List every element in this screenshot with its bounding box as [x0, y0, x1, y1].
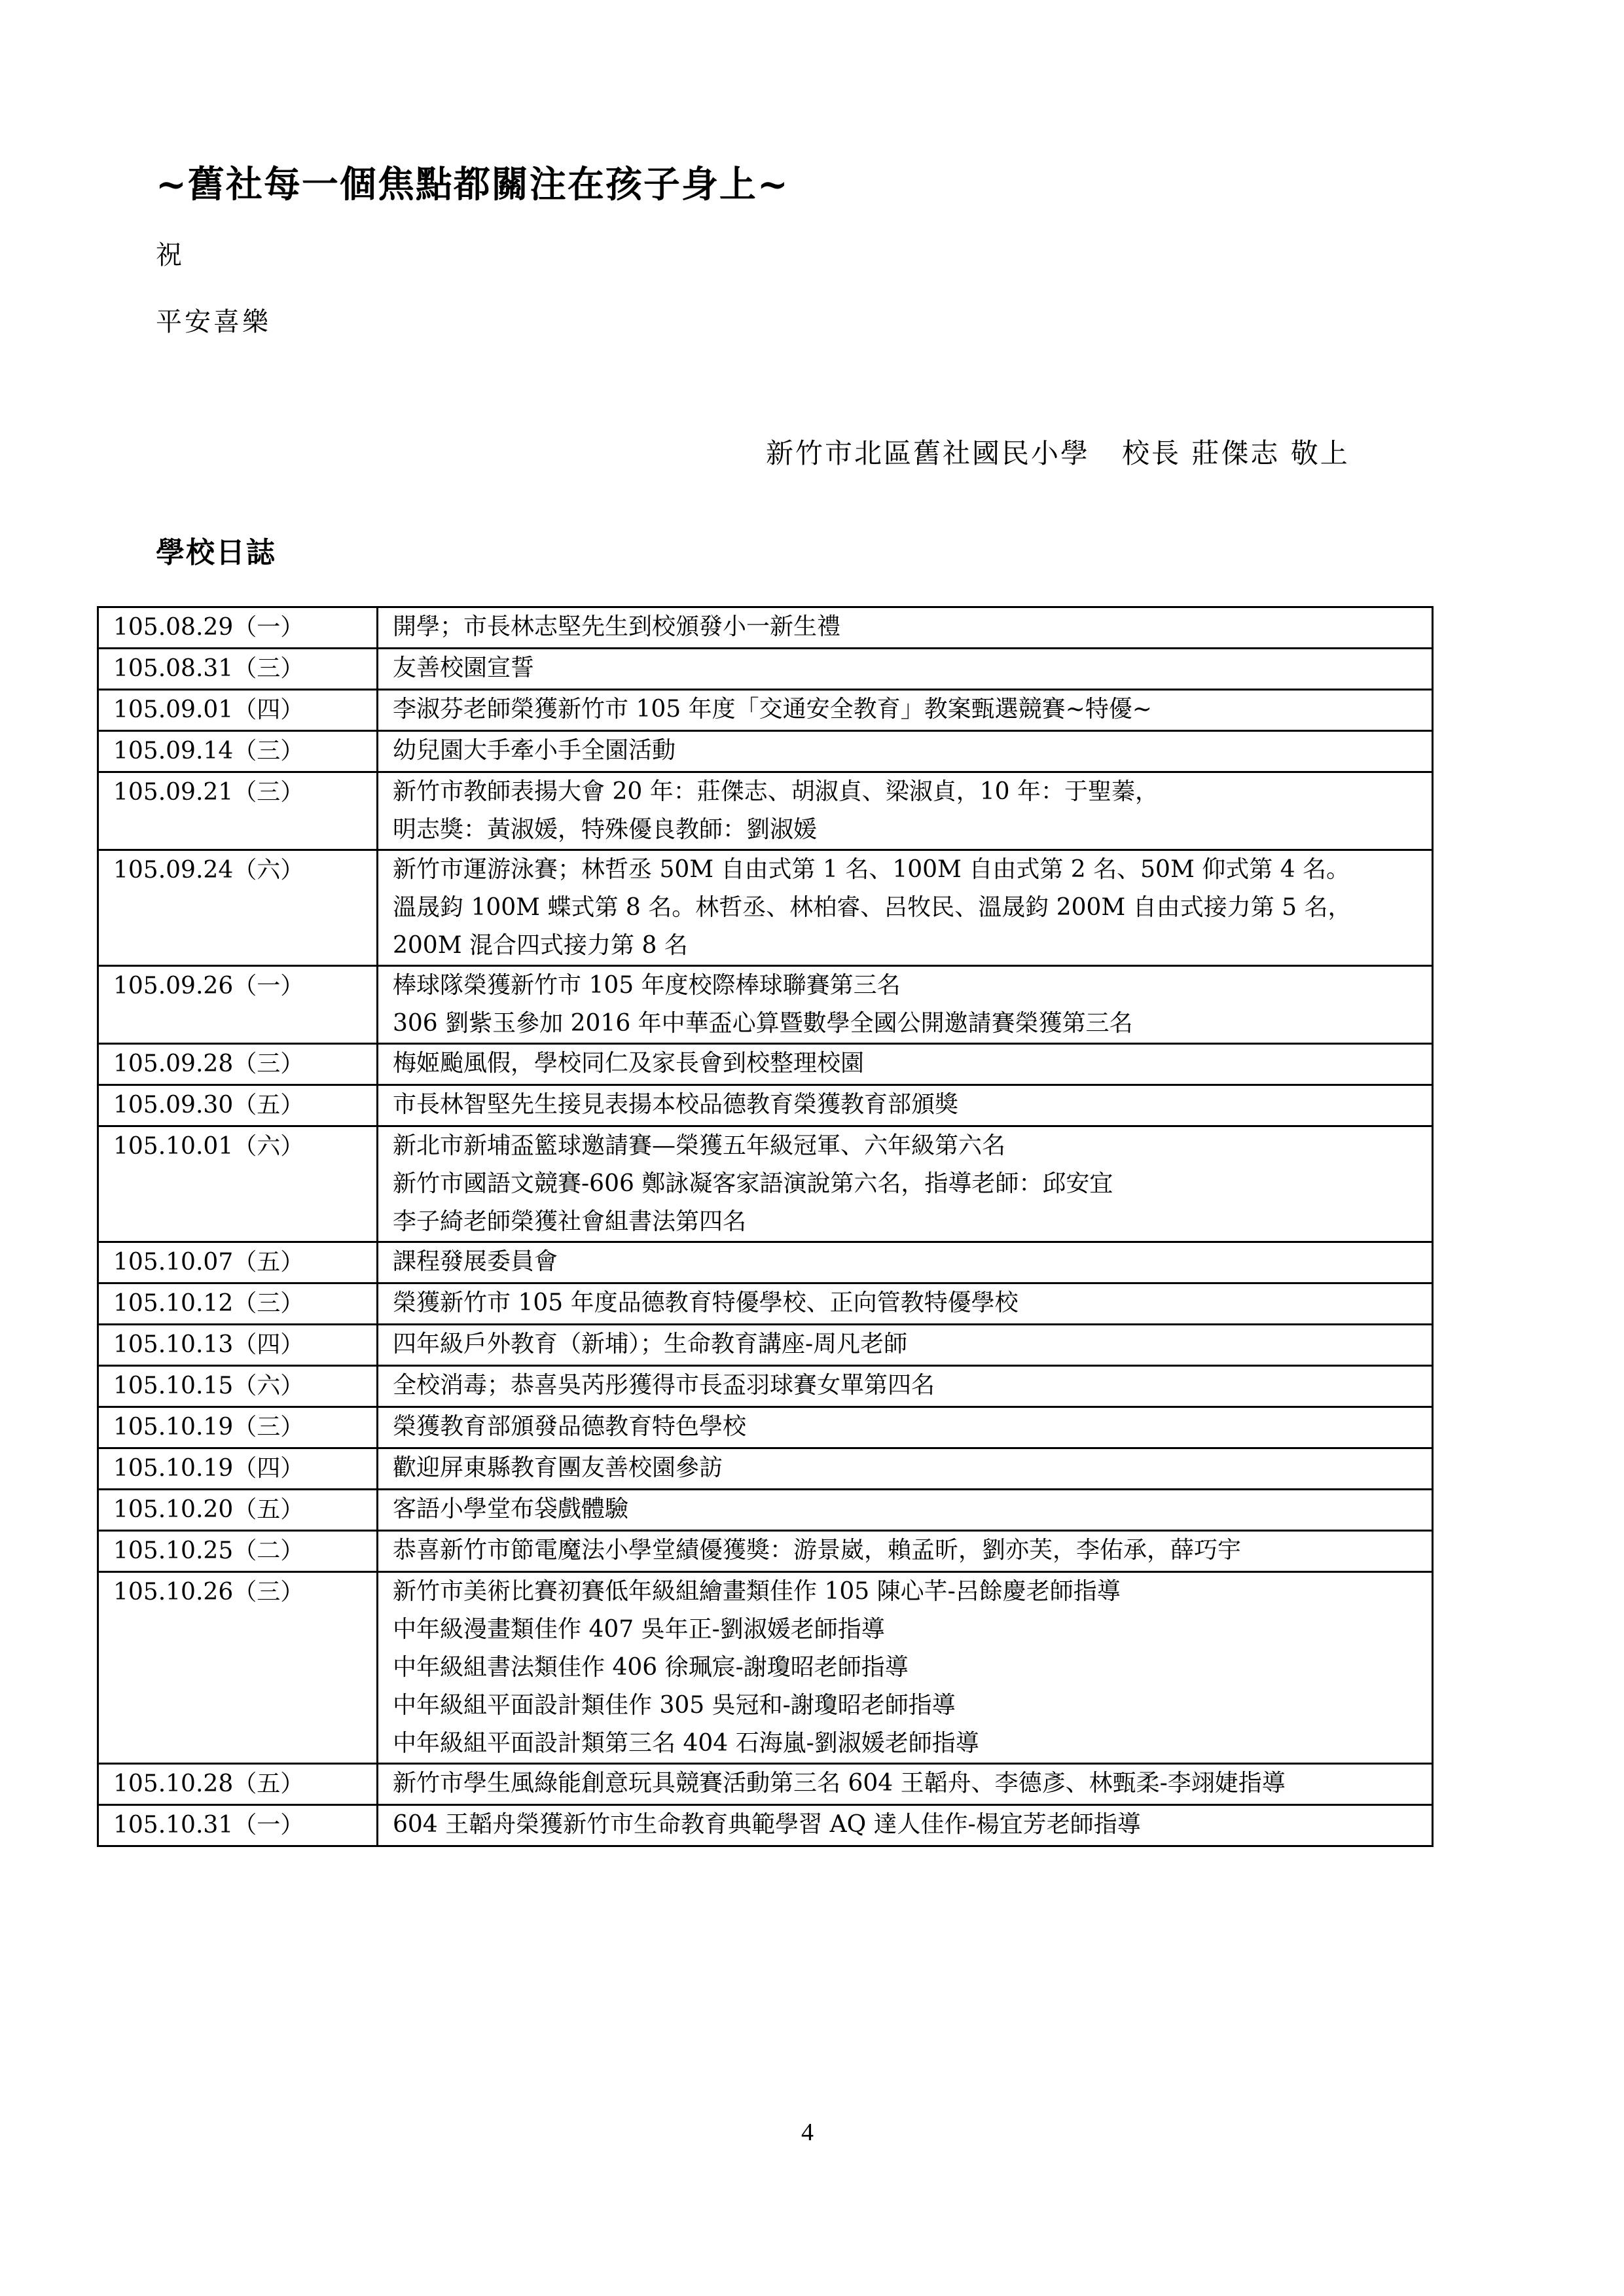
log-event-line: 幼兒園大手牽小手全園活動 [393, 737, 676, 764]
table-row [98, 850, 1433, 966]
log-events [378, 1805, 1433, 1846]
log-events [378, 607, 1433, 649]
log-event-line: 歡迎屏東縣教育團友善校園參訪 [393, 1454, 723, 1481]
table-row [98, 731, 1433, 772]
log-event-line: 新竹市美術比賽初賽低年級組繪畫類佳作 105 陳心芊-呂餘慶老師指導 [393, 1578, 1121, 1605]
log-events [378, 1283, 1433, 1325]
log-event-line: 李子綺老師榮獲社會組書法第四名 [393, 1208, 747, 1235]
log-events [378, 731, 1433, 772]
log-event-line: 306 劉紫玉參加 2016 年中華盃心算暨數學全國公開邀請賽榮獲第三名 [393, 1010, 1133, 1037]
log-event-line: 604 王韜舟榮獲新竹市生命教育典範學習 AQ 達人佳作-楊宜芳老師指導 [393, 1811, 1141, 1838]
table-row [98, 1242, 1433, 1283]
log-events [378, 1126, 1433, 1242]
log-event-line: 課程發展委員會 [393, 1248, 558, 1275]
log-date: 105.10.25（二） [98, 1531, 378, 1572]
greeting-line-2: 平安喜樂 [156, 307, 271, 337]
log-event-line: 明志獎：黃淑媛，特殊優良教師：劉淑媛 [393, 816, 818, 843]
table-row [98, 649, 1433, 690]
log-events [378, 1242, 1433, 1283]
log-events [378, 1366, 1433, 1407]
log-date: 105.10.19（四） [98, 1448, 378, 1490]
log-date: 105.09.14（三） [98, 731, 378, 772]
table-row [98, 1126, 1433, 1242]
log-date: 105.09.21（三） [98, 772, 378, 850]
log-events [378, 772, 1433, 850]
log-event-line: 客語小學堂布袋戲體驗 [393, 1496, 629, 1522]
log-events [378, 649, 1433, 690]
log-events [378, 1085, 1433, 1126]
log-date: 105.10.12（三） [98, 1283, 378, 1325]
table-row [98, 607, 1433, 649]
log-event-line: 中年級組書法類佳作 406 徐珮宸-謝瓊昭老師指導 [393, 1654, 909, 1681]
log-events [378, 1531, 1433, 1572]
log-date: 105.10.31（一） [98, 1805, 378, 1846]
page-number: 4 [801, 2119, 814, 2146]
table-row [98, 1531, 1433, 1572]
table-row [98, 1407, 1433, 1448]
section-title: 學校日誌 [156, 536, 276, 569]
signature: 新竹市北區舊社國民小學 校長 莊傑志 敬上 [766, 437, 1350, 469]
log-event-line: 全校消毒；恭喜吳芮彤獲得市長盃羽球賽女單第四名 [393, 1372, 935, 1399]
log-date: 105.09.01（四） [98, 690, 378, 731]
log-event-line: 中年級組平面設計類第三名 404 石海嵐-劉淑媛老師指導 [393, 1730, 979, 1757]
log-date: 105.10.20（五） [98, 1490, 378, 1531]
log-date: 105.09.26（一） [98, 966, 378, 1044]
table-row [98, 1044, 1433, 1085]
log-events [378, 1490, 1433, 1531]
table-row [98, 1366, 1433, 1407]
log-event-line: 四年級戶外教育（新埔）；生命教育講座-周凡老師 [393, 1331, 908, 1357]
log-events [378, 1407, 1433, 1448]
log-date: 105.10.07（五） [98, 1242, 378, 1283]
log-event-line: 市長林智堅先生接見表揚本校品德教育榮獲教育部頒獎 [393, 1091, 959, 1118]
log-event-line: 恭喜新竹市節電魔法小學堂績優獲獎：游景崴，賴孟昕，劉亦芙，李佑承，薛巧宇 [393, 1537, 1242, 1564]
table-row [98, 1490, 1433, 1531]
log-event-line: 新竹市國語文競賽-606 鄭詠凝客家語演說第六名，指導老師：邱安宜 [393, 1170, 1113, 1197]
log-event-line: 友善校園宣誓 [393, 655, 535, 681]
log-event-line: 李淑芬老師榮獲新竹市 105 年度「交通安全教育」教案甄選競賽~特優~ [393, 696, 1152, 723]
table-row [98, 966, 1433, 1044]
log-date: 105.10.26（三） [98, 1572, 378, 1764]
school-log-body [98, 607, 1433, 1846]
log-events [378, 1764, 1433, 1805]
log-events [378, 966, 1433, 1044]
page-title: ~舊社每一個焦點都關注在孩子身上~ [156, 163, 789, 206]
log-events [378, 1572, 1433, 1764]
log-event-line: 梅姬颱風假，學校同仁及家長會到校整理校園 [393, 1050, 865, 1077]
table-row [98, 1805, 1433, 1846]
log-date: 105.08.31（三） [98, 649, 378, 690]
table-row [98, 1572, 1433, 1764]
log-events [378, 1325, 1433, 1366]
table-row [98, 1764, 1433, 1805]
table-row [98, 772, 1433, 850]
log-date: 105.09.28（三） [98, 1044, 378, 1085]
log-event-line: 中年級組平面設計類佳作 305 吳冠和-謝瓊昭老師指導 [393, 1692, 956, 1719]
log-event-line: 溫晟鈞 100M 蝶式第 8 名。林哲丞、林柏睿、呂牧民、溫晟鈞 200M 自由式接力第 5 名， [393, 894, 1352, 921]
log-event-line: 200M 混合四式接力第 8 名 [393, 932, 688, 959]
log-events [378, 690, 1433, 731]
log-event-line: 新竹市學生風綠能創意玩具競賽活動第三名 604 王韜舟、李德彥、林甄柔-李翊婕指導 [393, 1770, 1286, 1797]
log-event-line: 中年級漫畫類佳作 407 吳年正-劉淑媛老師指導 [393, 1616, 885, 1643]
log-event-line: 新竹市教師表揚大會 20 年：莊傑志、胡淑貞、梁淑貞，10 年：于聖蓁， [393, 778, 1159, 805]
log-date: 105.10.13（四） [98, 1325, 378, 1366]
table-row [98, 690, 1433, 731]
school-log-table [97, 606, 1434, 1847]
log-date: 105.10.01（六） [98, 1126, 378, 1242]
log-events [378, 850, 1433, 966]
log-events [378, 1448, 1433, 1490]
log-date: 105.10.15（六） [98, 1366, 378, 1407]
table-row [98, 1283, 1433, 1325]
log-date: 105.09.24（六） [98, 850, 378, 966]
table-row [98, 1448, 1433, 1490]
log-event-line: 新北市新埔盃籃球邀請賽—榮獲五年級冠軍、六年級第六名 [393, 1132, 1006, 1159]
log-date: 105.10.28（五） [98, 1764, 378, 1805]
log-event-line: 榮獲教育部頒發品德教育特色學校 [393, 1413, 747, 1440]
log-event-line: 新竹市運游泳賽；林哲丞 50M 自由式第 1 名、100M 自由式第 2 名、50M 仰式第 4 名。 [393, 856, 1350, 883]
log-event-line: 開學；市長林志堅先生到校頒發小一新生禮 [393, 613, 841, 640]
table-row [98, 1085, 1433, 1126]
log-event-line: 棒球隊榮獲新竹市 105 年度校際棒球聯賽第三名 [393, 972, 901, 999]
log-event-line: 榮獲新竹市 105 年度品德教育特優學校、正向管教特優學校 [393, 1289, 1019, 1316]
log-events [378, 1044, 1433, 1085]
greeting-line-1: 祝 [156, 240, 182, 270]
log-date: 105.09.30（五） [98, 1085, 378, 1126]
log-date: 105.08.29（一） [98, 607, 378, 649]
log-date: 105.10.19（三） [98, 1407, 378, 1448]
table-row [98, 1325, 1433, 1366]
